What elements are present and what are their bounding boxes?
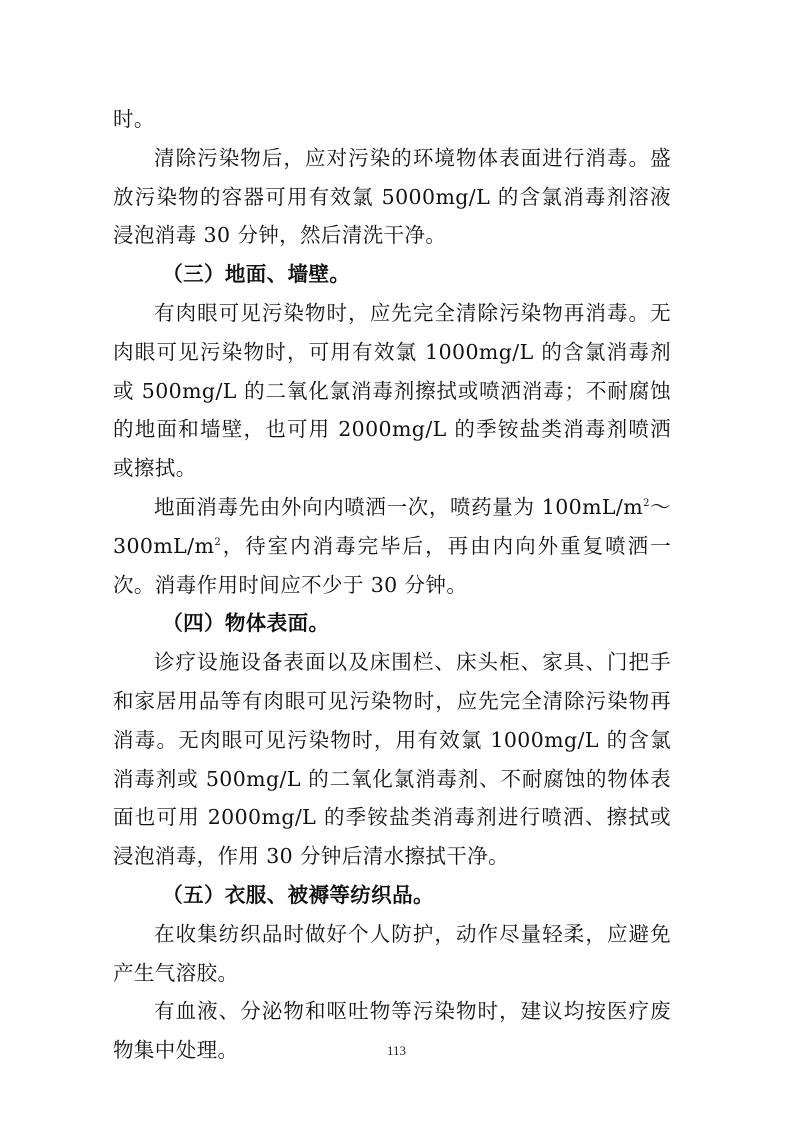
- paragraph-textile-medical-waste: 有血液、分泌物和呕吐物等污染物时，建议均按医疗废物集中处理。: [113, 999, 671, 1063]
- paragraph-object-surfaces-disinfection: 诊疗设施设备表面以及床围栏、床头柜、家具、门把手和家居用品等有肉眼可见污染物时，应先完全清除污染物再消毒。无肉眼可见污染物时，用有效氯 1000mg/L 的含氯消毒剂或 500mg/L 的二氧化氯消毒剂、不耐腐蚀的物体表面也可用 2000mg/L 的季铵盐类消毒剂进行喷洒、擦拭或浸泡消毒，作用 30 分钟后清水擦拭干净。: [113, 650, 671, 869]
- section-heading-object-surfaces: （四）物体表面。: [162, 611, 330, 636]
- paragraph-clean-after-removal: 清除污染物后，应对污染的环境物体表面进行消毒。盛放污染物的容器可用有效氯 5000mg/L 的含氯消毒剂溶液浸泡消毒 30 分钟，然后清洗干净。: [113, 145, 671, 248]
- paragraph-textile-collection: 在收集纺织品时做好个人防护，动作尽量轻柔，应避免产生气溶胶。: [113, 921, 671, 985]
- paragraph-floor-spraying: [113, 488, 671, 604]
- spray-text-part-c: ，待室内消毒完毕后，再由内向外重复喷洒一次。消毒作用时间应不少于 30 分钟。: [113, 533, 671, 597]
- spray-text-part-a: 地面消毒先由外向内喷洒一次，喷药量为 100mL/m: [154, 494, 644, 519]
- superscript-squared: 2: [214, 536, 222, 548]
- superscript-squared: 2: [643, 498, 650, 510]
- section-heading-floor-walls: （三）地面、墙壁。: [162, 262, 351, 287]
- page-body: [113, 100, 671, 1070]
- paragraph-floor-walls-disinfection: 有肉眼可见污染物时，应先完全清除污染物再消毒。无肉眼可见污染物时，可用有效氯 1000mg/L 的含氯消毒剂或 500mg/L 的二氧化氯消毒剂擦拭或喷洒消毒；不耐腐蚀的地面和墙壁，也可用 2000mg/L 的季铵盐类消毒剂喷洒或擦拭。: [113, 300, 671, 481]
- page-number: 113: [386, 1043, 407, 1058]
- section-heading-textiles: （五）衣服、被褥等纺织品。: [162, 882, 434, 907]
- paragraph-continuation: 时。: [113, 107, 155, 131]
- spray-text-part-b: ～300mL/m: [113, 494, 671, 558]
